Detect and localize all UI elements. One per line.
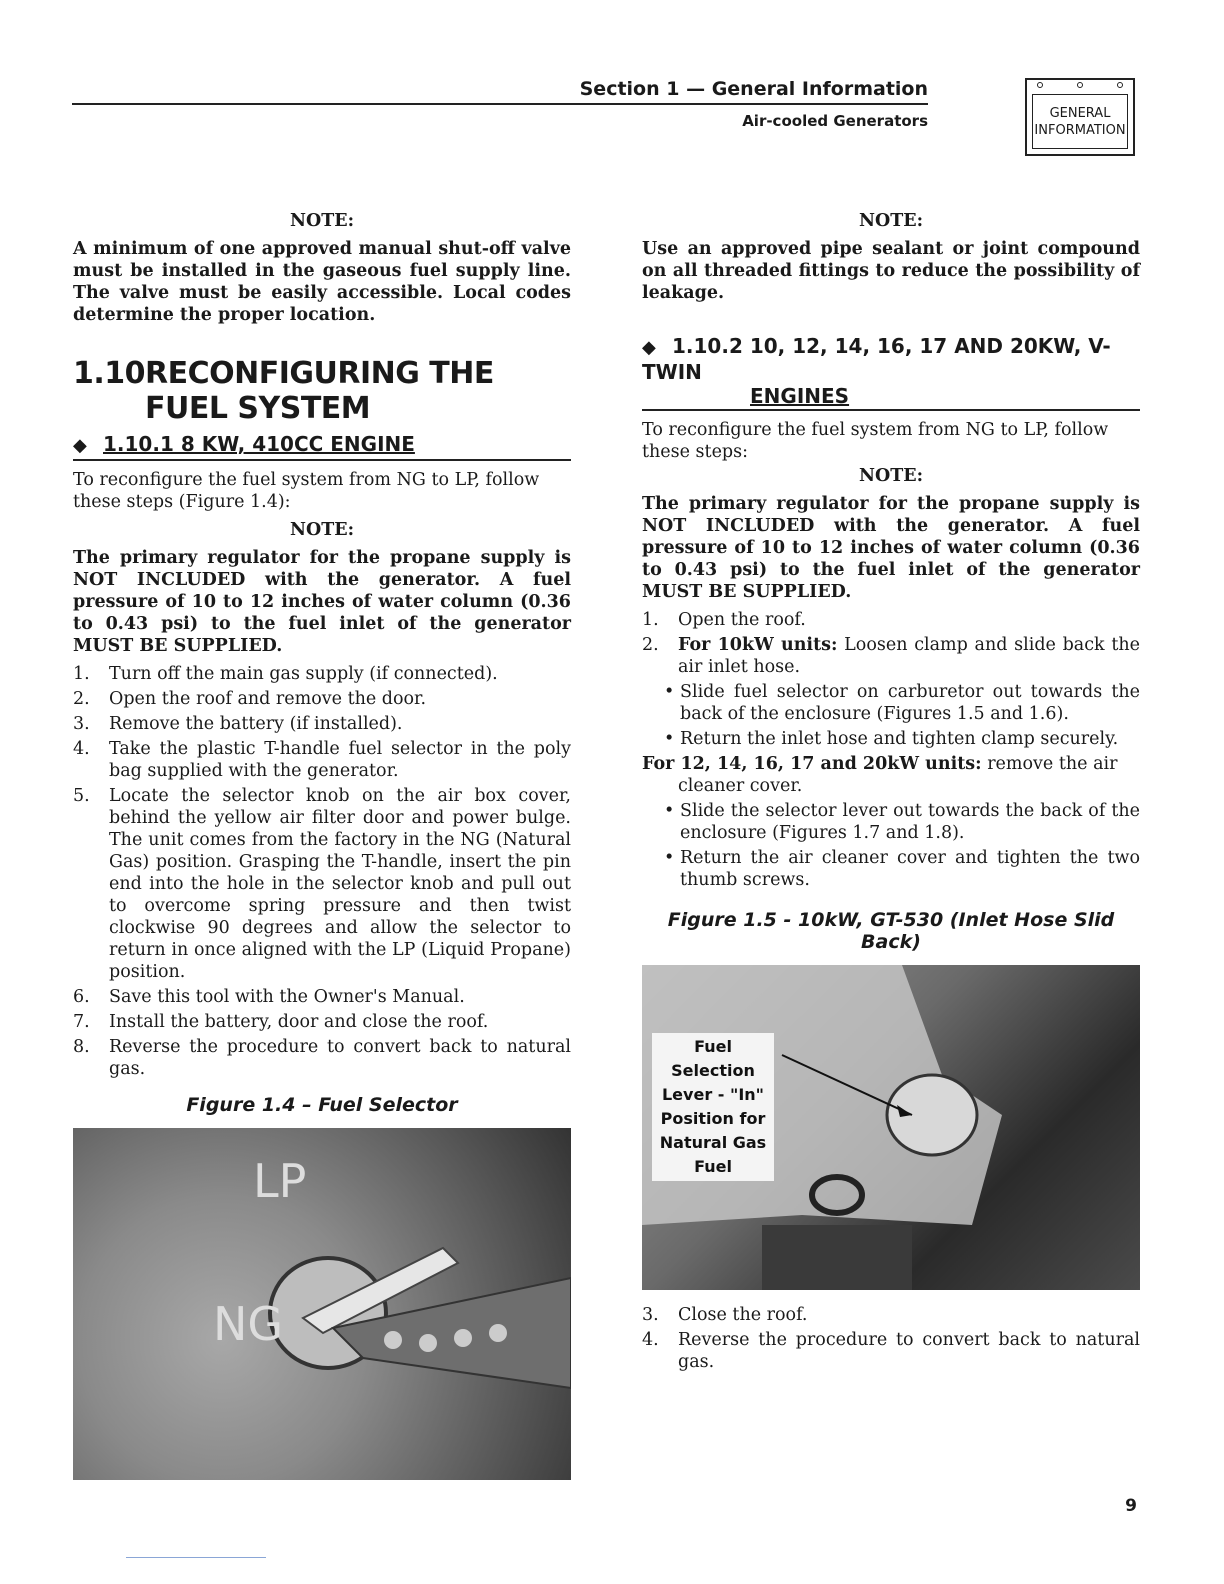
list-item: 7. Install the battery, door and close the roof.	[73, 1012, 489, 1032]
section-number: 1.10	[73, 356, 146, 391]
list-item: • Slide the selector lever out towards the back of the enclosure (Figures 1.7 and 1.8).	[642, 800, 1140, 844]
tab-label	[1032, 94, 1128, 149]
lp-marking: LP	[253, 1154, 307, 1208]
intro-paragraph: To reconfigure the fuel system from NG to LP, follow these steps:	[642, 420, 1109, 462]
section-heading	[73, 356, 571, 426]
list-item: 2. Open the roof and remove the door.	[73, 689, 427, 709]
diamond-icon: ◆	[73, 435, 87, 456]
footer-rule	[126, 1557, 266, 1558]
list-item: 4. Take the plastic T-handle fuel selector in the poly bag supplied with the generator.	[73, 739, 571, 781]
list-item: 1. Open the roof.	[642, 610, 806, 630]
subsection-title-line1: 1.10.2 10, 12, 14, 16, 17 AND 20KW, V-TWIN	[642, 334, 1111, 384]
header-rule	[72, 103, 928, 105]
unit-label: For 12, 14, 16, 17 and 20kW units:	[642, 754, 982, 774]
figure-callout: Fuel Selection Lever - "In" Position for Natural Gas Fuel	[652, 1033, 774, 1181]
list-item: • Return the inlet hose and tighten clamp securely.	[642, 728, 1140, 750]
subsection-title: 1.10.1 8 KW, 410CC ENGINE	[103, 432, 415, 456]
tab-label-line2: INFORMATION	[1034, 122, 1126, 138]
step-list	[642, 609, 1140, 678]
note-text: The primary regulator for the propane supply is NOT INCLUDED with the generator. A fuel pressure of 10 to 12 inches of water column (0.36 to 0.43 psi) to the fuel inlet of the generator MUST BE SUPPLIED.	[642, 494, 1140, 602]
list-item: 4. Reverse the procedure to convert back to natural gas.	[642, 1330, 1140, 1372]
figure-caption: Figure 1.5 - 10kW, GT-530 (Inlet Hose Slid Back)	[667, 909, 1115, 953]
units-paragraph: For 12, 14, 16, 17 and 20kW units: remove the air cleaner cover.	[642, 754, 1118, 796]
subsection-heading	[73, 432, 571, 461]
figure-caption: Figure 1.4 – Fuel Selector	[186, 1094, 458, 1116]
page-number: 9	[1125, 1496, 1137, 1516]
diamond-icon: ◆	[642, 337, 656, 358]
note-label: NOTE:	[289, 520, 355, 540]
tab-label-line1: GENERAL	[1049, 105, 1111, 121]
subsection-title-line2: ENGINES	[750, 384, 850, 408]
list-item: 6. Save this tool with the Owner's Manual.	[73, 987, 465, 1007]
section-tab	[1025, 78, 1135, 156]
tab-dots	[1037, 82, 1123, 88]
list-item: 5. Locate the selector knob on the air box cover, behind the yellow air filter door and power bulge. The unit comes from the factory in the NG (Natural Gas) position. Grasping the T-handle, insert the pin end into the hole in the selector knob and pull out to overcome spring pressure and then twist clockwise 90 degrees and allow the selector to return in once aligned with the LP (Liquid Propane) position.	[73, 786, 571, 982]
list-item: • Slide fuel selector on carburetor out towards the back of the enclosure (Figures 1.5 and 1.6).	[642, 681, 1140, 725]
note-text: Use an approved pipe sealant or joint compound on all threaded fittings to reduce the possibility of leakage.	[642, 239, 1140, 303]
section-subtitle: Air-cooled Generators	[742, 112, 928, 130]
note-text: A minimum of one approved manual shut-off valve must be installed in the gaseous fuel supply line. The valve must be easily accessible. Local codes determine the proper location.	[73, 239, 571, 325]
note-text: The primary regulator for the propane supply is NOT INCLUDED with the generator. A fuel pressure of 10 to 12 inches of water column (0.36 to 0.43 psi) to the fuel inlet of the generator MUST BE SUPPLIED.	[73, 548, 571, 656]
fuel-selector-photo	[73, 1128, 571, 1480]
step-list	[73, 663, 571, 1080]
right-column	[642, 210, 1140, 1376]
intro-paragraph: To reconfigure the fuel system from NG to LP, follow these steps (Figure 1.4):	[73, 470, 540, 512]
ng-marking: NG	[213, 1297, 284, 1351]
left-column	[73, 210, 571, 1480]
section-title: Section 1 — General Information	[579, 78, 928, 100]
list-item: 3. Close the roof.	[642, 1305, 808, 1325]
note-label: NOTE:	[858, 211, 924, 231]
generator-photo	[642, 965, 1140, 1290]
list-item: 1. Turn off the main gas supply (if connected).	[73, 664, 498, 684]
note-label: NOTE:	[289, 211, 355, 231]
step-list	[642, 1304, 1140, 1373]
subsection-heading	[642, 334, 1140, 411]
list-item: 2. For 10kW units: Loosen clamp and slide back the air inlet hose.	[642, 635, 1140, 677]
list-item: 8. Reverse the procedure to convert back to natural gas.	[73, 1037, 571, 1079]
section-heading-line2: FUEL SYSTEM	[145, 391, 371, 426]
list-item: • Return the air cleaner cover and tighten the two thumb screws.	[642, 847, 1140, 891]
list-item: 3. Remove the battery (if installed).	[73, 714, 403, 734]
section-heading-line1: RECONFIGURING THE	[145, 356, 494, 391]
fuel-selector-illustration	[73, 1128, 571, 1480]
unit-label: For 10kW units:	[678, 635, 838, 655]
note-label: NOTE:	[858, 466, 924, 486]
